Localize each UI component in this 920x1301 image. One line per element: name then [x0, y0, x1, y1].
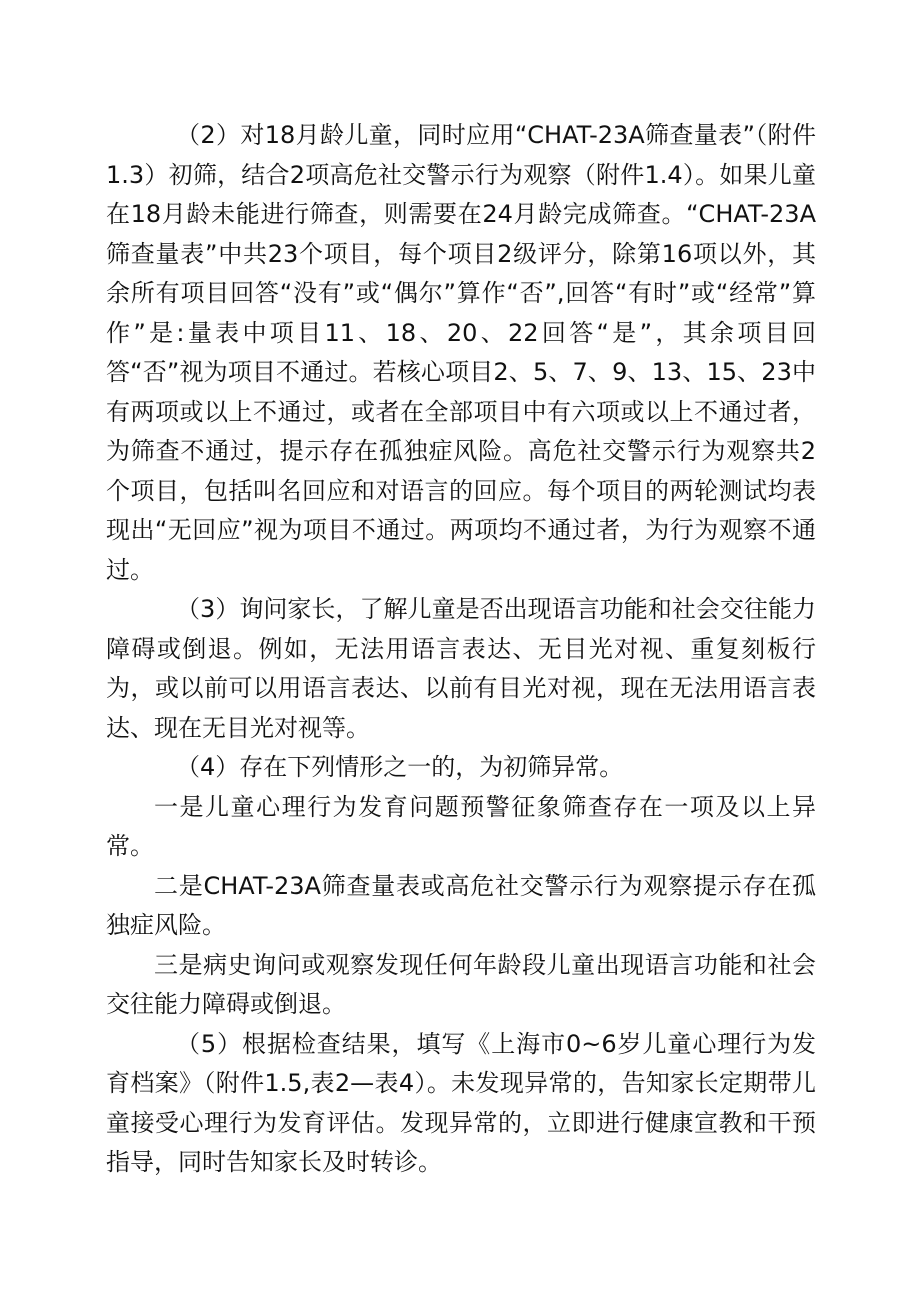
paragraph-item-4: （4）存在下列情形之一的，为初筛异常。 [176, 753, 624, 781]
paragraph-condition-2: 二是CHAT-23A筛查量表或高危社交警示行为观察提示存在孤独症风险。 [106, 871, 816, 939]
paragraph-item-5: （5）根据检查结果，填写《上海市0~6岁儿童心理行为发育档案》（附件1.5,表2—表4）。未发现异常的，告知家长定期带儿童接受心理行为发育评估。发现异常的，立即进行健康宣教和干预指导，同时告知家长及时转诊。 [106, 1029, 816, 1176]
paragraph-item-3: （3）询问家长，了解儿童是否出现语言功能和社会交往能力障碍或倒退。例如，无法用语言表达、无目光对视、重复刻板行为，或以前可以用语言表达、以前有目光对视，现在无法用语言表达、现在无目光对视等。 [106, 595, 816, 742]
document-body [106, 116, 816, 1183]
paragraph-condition-3: 三是病史询问或观察发现任何年龄段儿童出现语言功能和社会交往能力障碍或倒退。 [106, 950, 816, 1018]
paragraph-condition-1: 一是儿童心理行为发育问题预警征象筛查存在一项及以上异常。 [106, 792, 816, 860]
paragraph-item-2: （2）对18月龄儿童，同时应用“CHAT-23A筛查量表”（附件1.3）初筛，结合2项高危社交警示行为观察（附件1.4）。如果儿童在18月龄未能进行筛查，则需要在24月龄完成筛查。“CHAT-23A筛查量表”中共23个项目，每个项目2级评分，除第16项以外，其余所有项目回答“没有”或“偶尔”算作“否”,回答“有时”或“经常”算作”是:量表中项目11、18、20、22回答“是”，其余项目回答“否”视为项目不通过。若核心项目2、5、7、9、13、15、23中有两项或以上不通过，或者在全部项目中有六项或以上不通过者，为筛查不通过，提示存在孤独症风险。高危社交警示行为观察共2个项目，包括叫名回应和对语言的回应。每个项目的两轮测试均表现出“无回应”视为项目不通过。两项均不通过者，为行为观察不通过。 [106, 121, 816, 584]
